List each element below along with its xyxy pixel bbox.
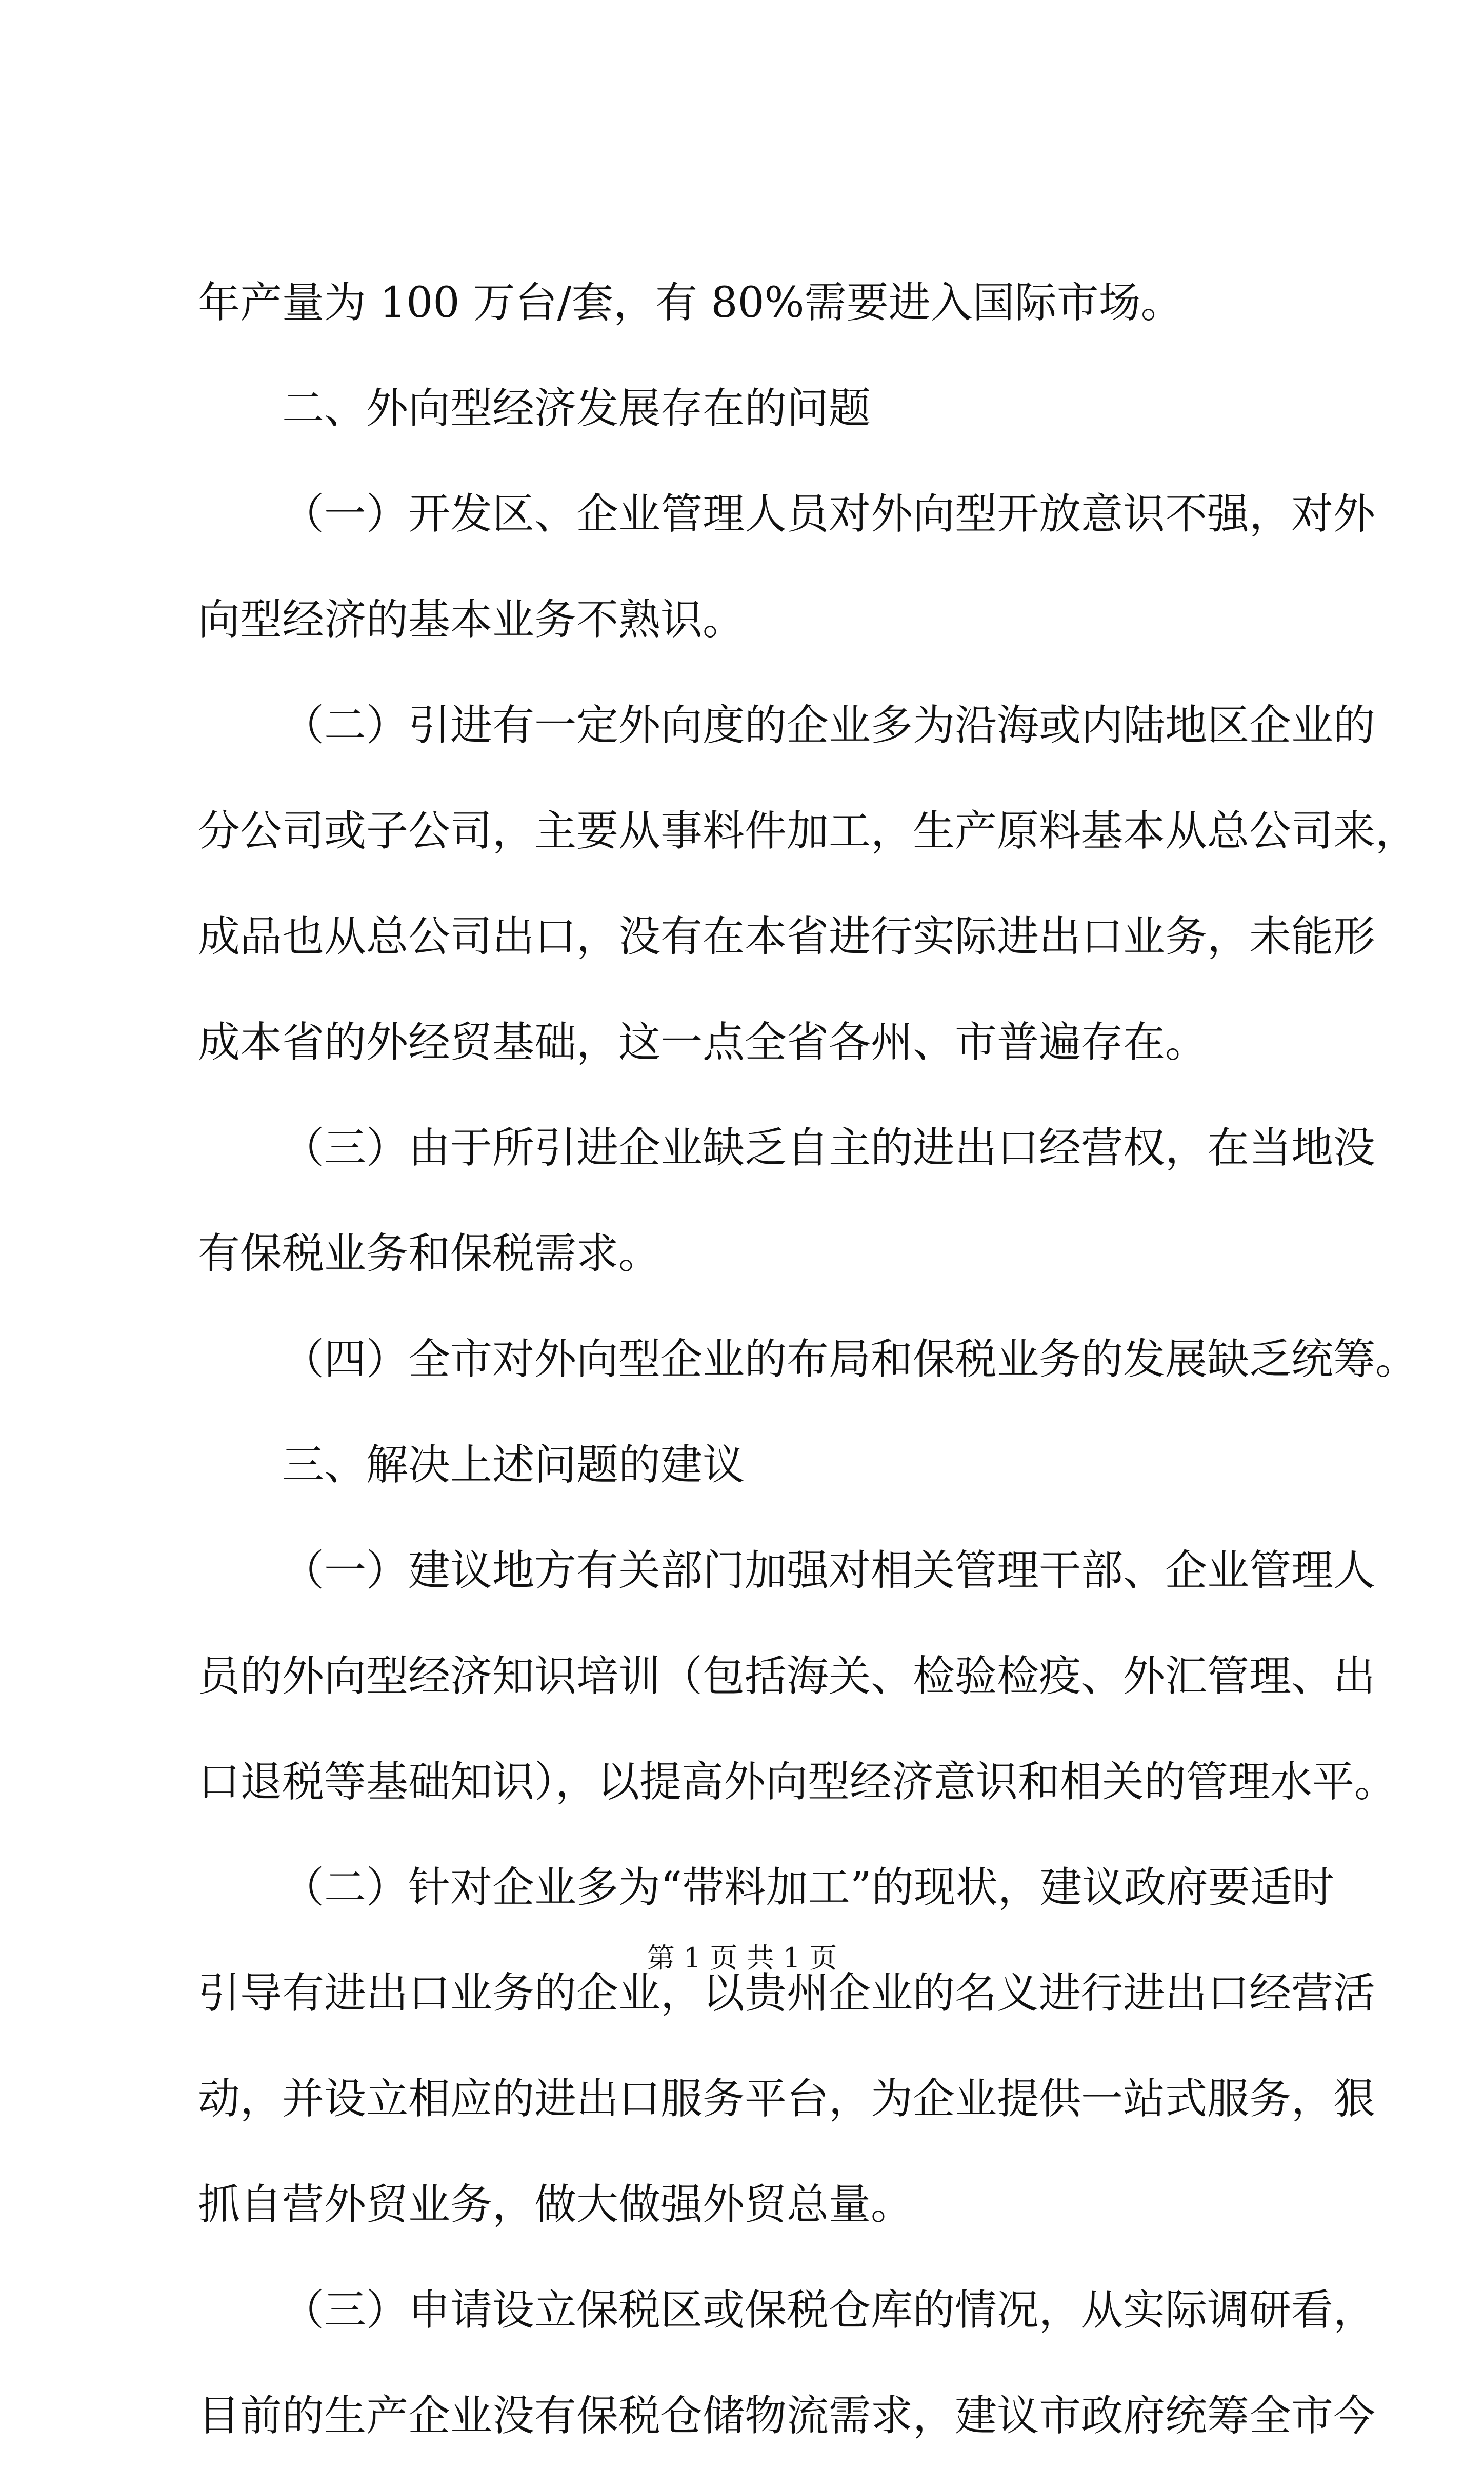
text-line: 成本省的外经贸基础，这一点全省各州、市普遍存在。 xyxy=(198,1018,1208,1067)
document-body xyxy=(198,250,1418,2469)
page-footer xyxy=(0,1938,1484,1979)
section-heading: 二、外向型经济发展存在的问题 xyxy=(282,384,871,433)
section-heading: 三、解决上述问题的建议 xyxy=(282,1441,745,1489)
text-line: （二）针对企业多为“带料加工”的现状，建议政府要适时 xyxy=(282,1863,1334,1912)
text-line: 动，并设立相应的进出口服务平台，为企业提供一站式服务，狠 xyxy=(198,2075,1376,2123)
text-line: （一）建议地方有关部门加强对相关管理干部、企业管理人 xyxy=(282,1546,1376,1595)
text-line: 引导有进出口业务的企业，以贵州企业的名义进行进出口经营活 xyxy=(198,1969,1376,2018)
text-line: 抓自营外贸业务，做大做强外贸总量。 xyxy=(198,2180,913,2229)
text-line: 有保税业务和保税需求。 xyxy=(198,1229,661,1278)
text-line: （二）引进有一定外向度的企业多为沿海或内陆地区企业的 xyxy=(282,701,1376,750)
text-line: 年产量为 100 万台/套，有 80%需要进入国际市场。 xyxy=(198,278,1183,327)
text-line: 成品也从总公司出口，没有在本省进行实际进出口业务，未能形 xyxy=(198,912,1376,961)
text-line: 目前的生产企业没有保税仓储物流需求，建议市政府统筹全市今 xyxy=(198,2392,1376,2440)
text-line: （一）开发区、企业管理人员对外向型开放意识不强，对外 xyxy=(282,490,1376,539)
text-line: （三）申请设立保税区或保税仓库的情况，从实际调研看， xyxy=(282,2286,1376,2335)
page-number: 第 1 页 共 1 页 xyxy=(647,1942,837,1974)
text-line: 分公司或子公司，主要从事料件加工，生产原料基本从总公司来， xyxy=(198,807,1418,855)
text-line: 员的外向型经济知识培训（包括海关、检验检疫、外汇管理、出 xyxy=(198,1652,1376,1701)
text-line: 向型经济的基本业务不熟识。 xyxy=(198,595,745,644)
text-line: （四）全市对外向型企业的布局和保税业务的发展缺乏统筹。 xyxy=(282,1335,1418,1384)
text-line: （三）由于所引进企业缺乏自主的进出口经营权，在当地没 xyxy=(282,1124,1376,1172)
text-line: 口退税等基础知识），以提高外向型经济意识和相关的管理水平。 xyxy=(198,1758,1397,1806)
